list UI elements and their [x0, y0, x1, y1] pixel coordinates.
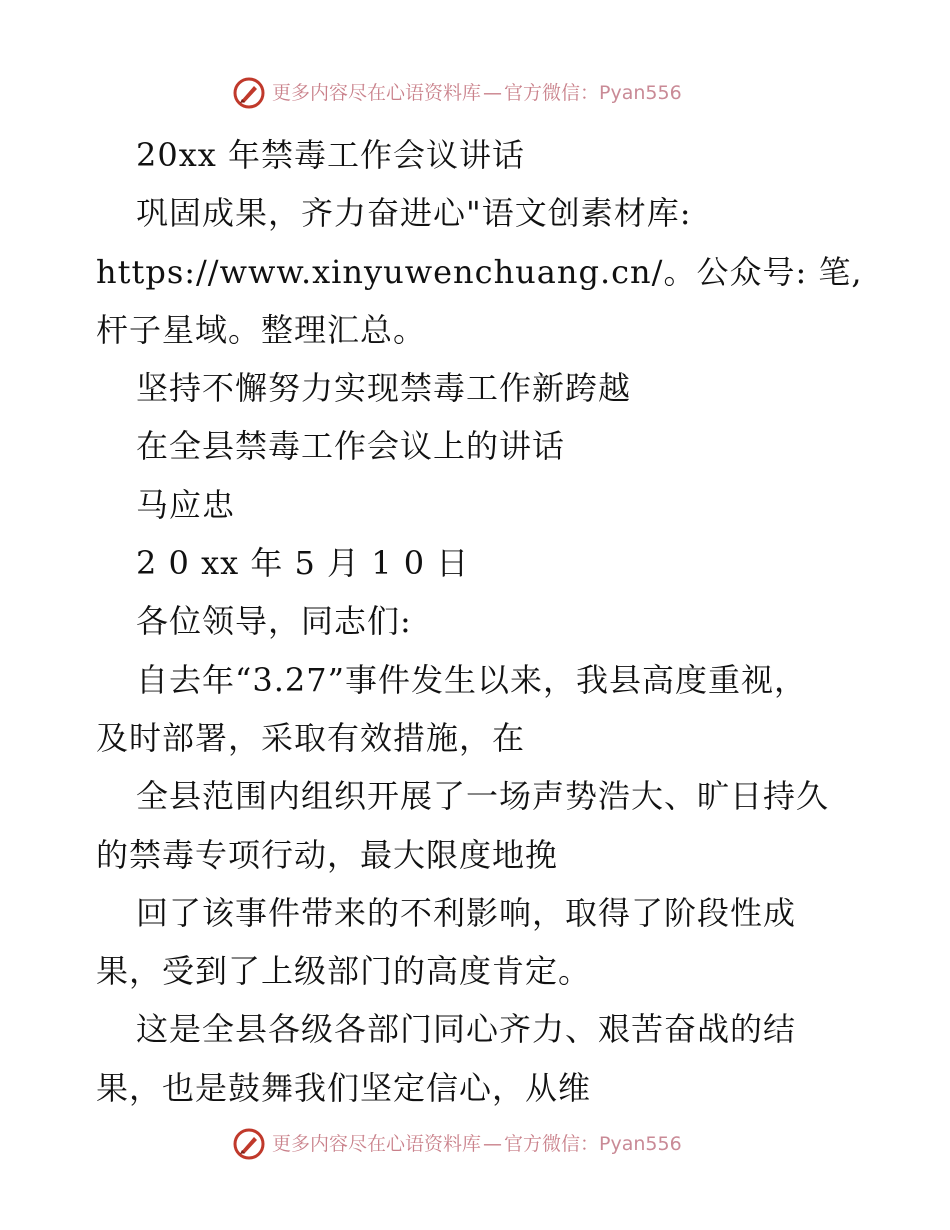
document-line: 果，受到了上级部门的高度肯定。: [96, 952, 592, 991]
document-line: 及时部署，采取有效措施，在: [96, 718, 526, 757]
document-line: 巩固成果，齐力奋进心"语文创素材库:: [136, 194, 692, 233]
document-line: 杆子星域。整理汇总。: [96, 310, 427, 349]
document-line: 2 0 xx 年 5 月 1 0 日: [136, 544, 470, 583]
pen-logo-icon: [232, 1127, 266, 1161]
document-line: 全县范围内组织开展了一场声势浩大、旷日持久: [136, 777, 830, 816]
document-line: 的禁毒专项行动，最大限度地挽: [96, 835, 559, 874]
document-line: 这是全县各级各部门同心齐力、艰苦奋战的结: [136, 1010, 797, 1049]
document-line: 自去年“3.27”事件发生以来，我县高度重视，: [136, 660, 807, 699]
document-line: 20xx 年禁毒工作会议讲话: [136, 136, 525, 174]
document-line: 果，也是鼓舞我们坚定信心，从维: [96, 1068, 592, 1107]
footer-watermark: [232, 1127, 682, 1161]
document-line: 回了该事件带来的不利影响，取得了阶段性成: [136, 893, 797, 932]
watermark-suffix: 官方微信：: [504, 82, 600, 104]
watermark-wechat-id: Pyan556: [599, 1133, 682, 1155]
pen-logo-icon: [232, 76, 266, 110]
watermark-text: 更多内容尽在心语资料库: [272, 1133, 482, 1155]
document-line: 马应忠: [136, 485, 236, 524]
watermark-wechat-id: Pyan556: [599, 82, 682, 104]
document-line: 在全县禁毒工作会议上的讲话: [136, 427, 566, 466]
watermark-suffix: 官方微信：: [504, 1133, 600, 1155]
header-watermark: [232, 76, 682, 110]
watermark-text: 更多内容尽在心语资料库: [272, 82, 482, 104]
document-line: 坚持不懈努力实现禁毒工作新跨越: [136, 369, 632, 408]
document-line: 各位领导，同志们:: [136, 602, 412, 641]
watermark-separator: —: [483, 82, 503, 104]
document-body: [96, 126, 866, 1117]
watermark-separator: —: [483, 1133, 503, 1155]
document-line: https://www.xinyuwenchuang.cn/。公众号: 笔,: [96, 252, 863, 291]
